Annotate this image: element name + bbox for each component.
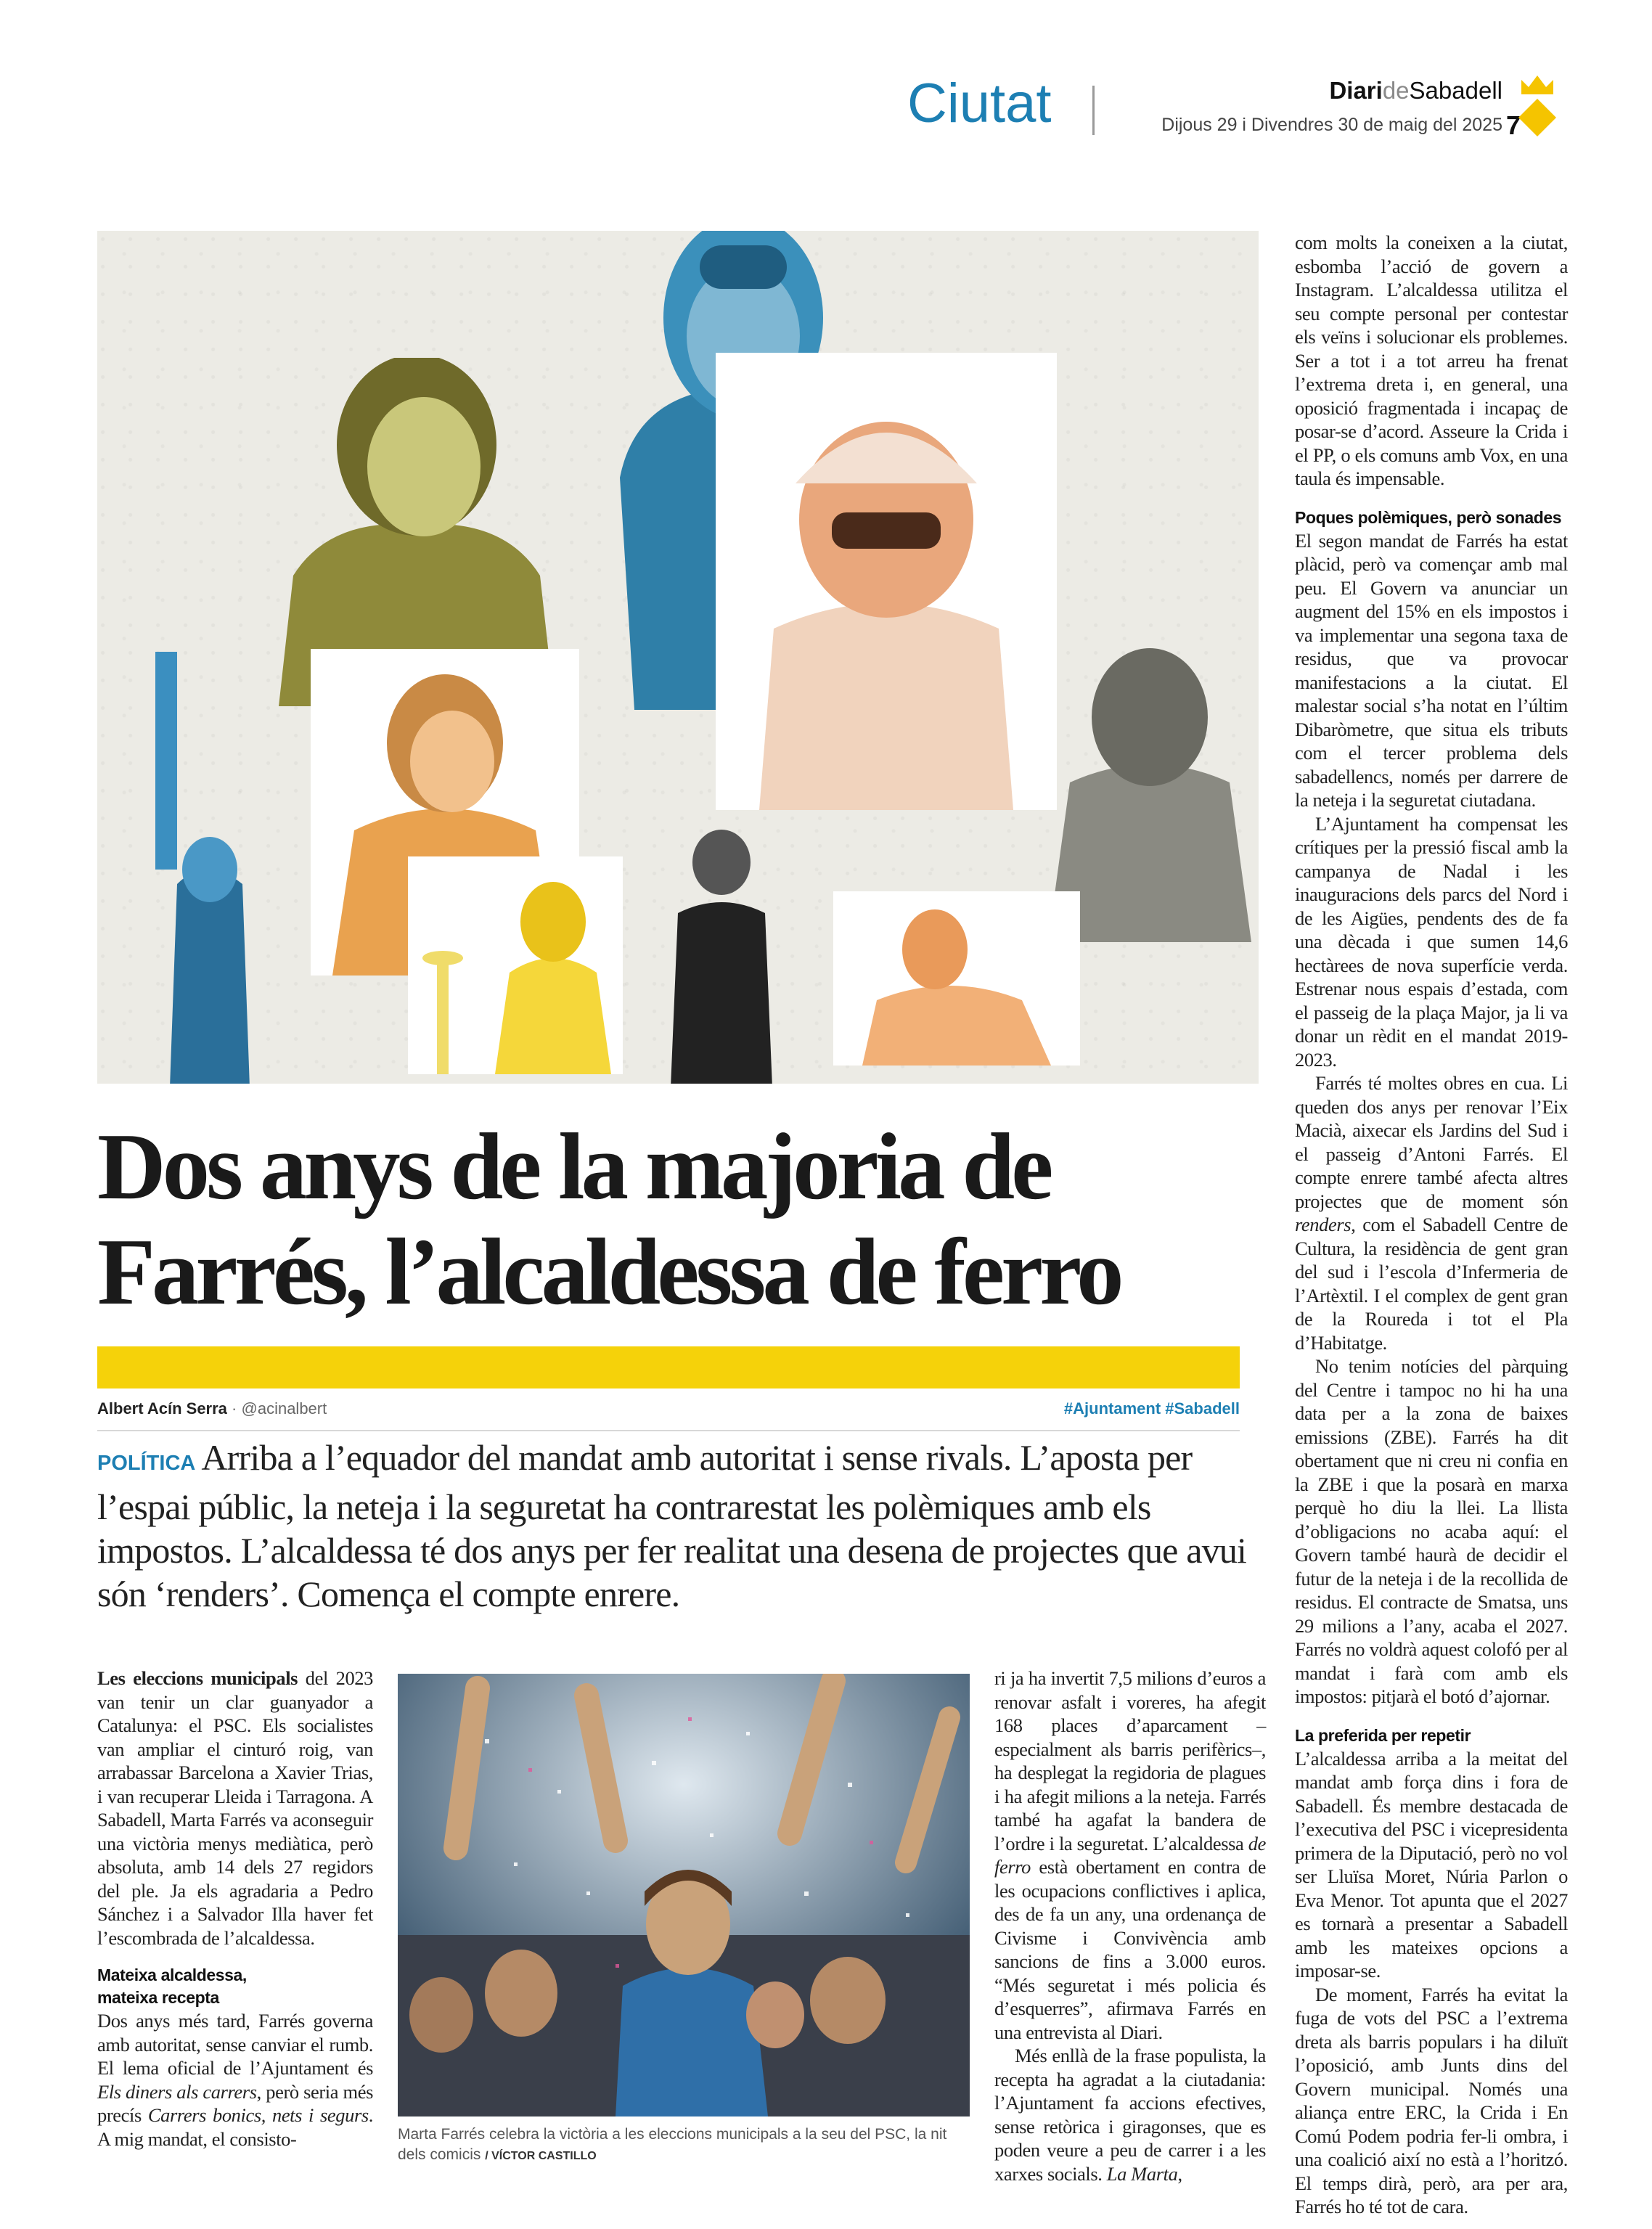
body-column-2 (994, 1666, 1266, 2185)
masthead-part-de: de (1382, 77, 1410, 104)
italic-text: de ferro (994, 1832, 1266, 1878)
collage-illustration (97, 231, 1259, 1084)
body-text: , però seria més precís (97, 2080, 373, 2126)
byline-separator: · (232, 1399, 237, 1418)
issue-date: Dijous 29 i Divendres 30 de maig del 2025 (1161, 115, 1502, 135)
body-text: Dos anys més tard, Farrés governa amb autoritat, sense canviar el rumb. El lema oficial de l’Ajuntament és (97, 2010, 373, 2079)
italic-text: La Marta (1106, 2162, 1178, 2185)
photo-caption (398, 2124, 978, 2167)
subheading-line-2: mateixa recepta (97, 1988, 219, 2007)
body-text: , (1177, 2162, 1182, 2185)
caption-text: Marta Farrés celebra la victòria a les eleccions municipals a la seu del PSC, la nit dels comicis (398, 2126, 947, 2163)
subheading: Poques polèmiques, però sonades (1295, 507, 1562, 527)
photo-panel-peach (716, 353, 1057, 810)
standfirst (97, 1436, 1259, 1616)
subheading (97, 1964, 373, 2009)
body-text: està obertament en contra de les ocupacions conflictives i aplica, des de fa un any, una ordenança de Civisme i Convivència amb sancions de fins a 3.000 euros. “Més seguretat i més policia és d’esquerres”, afirmava Farrés en una entrevista al Diari. (994, 1856, 1266, 2043)
body-paragraph: No tenim notícies del pàrquing del Centre i tampoc no hi ha una data per a la zona de baixes emissions (ZBE). Farrés ha dit obertament que ni creu ni confia en la ZBE i que la posarà en marxa perquè ho diu la llei. La llista d’obligacions no acaba aquí: el Govern també haurà de decidir el futur de la neteja i de la recollida de residus. El contracte de Smatsa, uns 29 milions a l’any, acaba el 2027. Farrés no voldrà aquest colofó per al mandat i farà com amb els impostos: pitjarà el botó d’ajornar. (1295, 1355, 1568, 1707)
grey-figure (649, 826, 794, 1084)
author-handle[interactable]: @acinalbert (241, 1399, 327, 1418)
body-text: Farrés té moltes obres en cua. Li queden dos anys per renovar l’Eix Macià, aixecar els Jardins del Sud i el passeig d’Antoni Farrés. El compte enrere també afecta altres projectes que de moment són (1295, 1072, 1568, 1212)
body-paragraph: El segon mandat de Farrés ha estat plàcid, però va començar amb mal peu. El Govern va anunciar un augment del 15% en els impostos i va implementar una segona taxa de residus, que va provocar manifestacions a la ciutat. El malestar social s’ha notat en l’últim Dibaròmetre, que situa els tributs com el tercer problema dels sabadellencs, només per darrere de la neteja i la seguretat ciutadana. (1295, 529, 1568, 811)
body-text: , com el Sabadell Centre de Cultura, la residència de gent gran del sud i l’escola d’Infermeria de l’Artèxtil. I el complex de gent gran de la Roureda i tot el Pla d’Habitatge. (1295, 1214, 1568, 1354)
photo-panel-yellow (408, 856, 623, 1074)
body-text: Més enllà de la frase populista, la recepta ha agradat a la ciutadania: l’Ajuntament fa accions efectives, sense retòrica i giragonses, que es poden veure a peu de carrer i a les xarxes socials. (994, 2045, 1266, 2185)
blue-small-figure (141, 652, 271, 1084)
author-name: Albert Acín Serra (97, 1399, 227, 1418)
masthead-part-diari: Diari (1329, 77, 1383, 104)
lead-in: Les eleccions municipals (97, 1667, 298, 1689)
italic-text: Carrers bonics, nets i segurs (147, 2104, 369, 2126)
header-divider (1092, 86, 1095, 135)
photo-panel-orange-small (833, 891, 1080, 1066)
body-paragraph: De moment, Farrés ha evitat la fuga de vots del PSC a l’extrema dreta als barris populars i ha diluït l’oposició, amb Junts dins del Govern municipal. Només una aliança entre ERC, la Crida i En Comú Podem podria fer-li ombra, i una coalició així no està a l’horitzó. El temps dirà, però, ara per ara, Farrés ho té tot de cara. (1295, 1983, 1568, 2217)
body-paragraph: L’alcaldessa arriba a la meitat del mandat amb força dins i fora de Sabadell. És membre destacada de l’executiva del PSC i vicepresidenta primera de la Diputació, però no vol ser Lluïsa Moret, Núria Parlon o Eva Menor. Tot apunta que el 2027 es tornarà a presentar a Sabadell amb les mateixes opcions a imposar-se. (1295, 1747, 1568, 1981)
subheading-line-1: Mateixa alcaldessa, (97, 1966, 247, 1984)
body-column-1 (97, 1666, 373, 2151)
body-text: ri ja ha invertit 7,5 milions d’euros a renovar asfalt i voreres, ha afegit 168 places d’aparcament –especialment als barris perifèrics–, ha desplegat la regidoria de plagues i ha afegit milions a la neteja. Farrés també ha agafat la bandera de l’ordre i la seguretat. L’alcaldessa (994, 1667, 1266, 1854)
byline (97, 1399, 327, 1418)
section-title: Ciutat (907, 73, 1052, 134)
body-paragraph: del 2023 van tenir un clar guanyador a Catalunya: el PSC. Els socialistes van ampliar el cinturó roig, van arrabassar Barcelona a Xavier Trias, i van recuperar Lleida i Tarragona. A Sabadell, Marta Farrés va aconseguir una victòria menys mediàtica, però absoluta, amb 14 dels 27 regidors del ple. Ja els agradaria a Pedro Sánchez i a Salvador Illa haver fet l’escombrada de l’alcaldessa. (97, 1667, 373, 1949)
hashtags[interactable]: #Ajuntament #Sabadell (1063, 1399, 1240, 1418)
body-column-3 (1295, 231, 1568, 2219)
kicker: POLÍTICA (97, 1452, 196, 1475)
standfirst-text: Arriba a l’equador del mandat amb autoritat i sense rivals. L’aposta per l’espai públic, la neteja i la seguretat ha contrarestat les polèmiques amb els impostos. L’alcaldessa té dos anys per fer realitat una desena de projectes que avui són ‘renders’. Comença el compte enrere. (97, 1437, 1247, 1614)
page-number: 7 (1506, 110, 1521, 140)
celebration-photo (398, 1674, 970, 2116)
body-paragraph: com molts la coneixen a la ciutat, esbomba l’acció de govern a Instagram. L’alcaldessa utilitza el seu compte personal per contestar els veïns i solucionar els problemes. Ser a tot i a tot arreu ha frenat l’extrema dreta i, en general, una oposició fragmentada i incapaç de posar-se d’acord. Asseure la Crida i el PP, o els comuns amb Vox, en una taula és impensable. (1295, 232, 1568, 489)
italic-text: Els diners als carrers (97, 2080, 257, 2103)
body-paragraph: L’Ajuntament ha compensat les crítiques per la pressió fiscal amb la campanya de Nadal i les inauguracions dels parcs del Nord i de les Aigües, pendents des de fa una dècada i que sumen 14,6 hectàrees de nova superfície verda. Estrenar nous espais d’estada, com el passeig de la plaça Major, ja li va donar un rèdit en el mandat 2019-2023. (1295, 812, 1568, 1071)
masthead-part-sabadell: Sabadell (1409, 77, 1502, 104)
accent-bar (97, 1346, 1240, 1388)
headline: Dos anys de la majoria de Farrés, l’alcaldessa de ferro (97, 1114, 1121, 1325)
body-text: . A mig mandat, el consisto- (97, 2104, 373, 2150)
city-emblem-icon (1517, 73, 1558, 139)
photo-credit: / VÍCTOR CASTILLO (485, 2150, 597, 2162)
italic-text: renders (1295, 1214, 1352, 1235)
byline-divider (97, 1430, 1240, 1431)
subheading: La preferida per repetir (1295, 1725, 1471, 1745)
masthead-logo (1329, 78, 1502, 102)
